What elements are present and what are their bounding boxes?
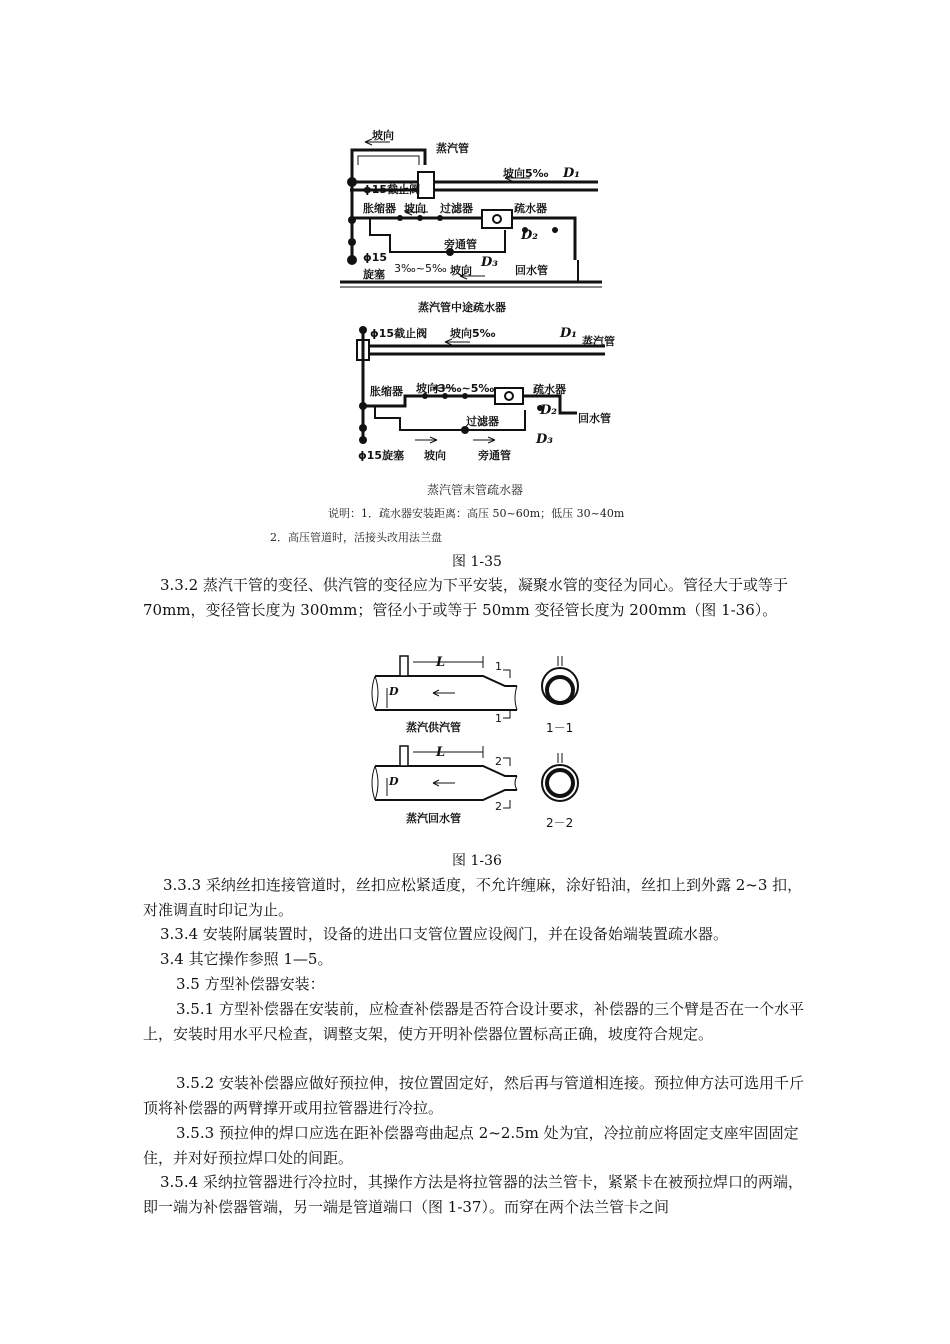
paragraph-3-5-2: 3.5.2 安装补偿器应做好预拉伸，按位置固定好，然后再与管道相连接。预拉伸方法可选用千斤顶将补偿器的两臂撑开或用拉管器进行冷拉。	[143, 1074, 804, 1117]
steam-mid-trap-diagram	[330, 120, 620, 315]
fig36-sec2-top: 2	[495, 755, 502, 768]
fig35-top-bypass: 旁通管	[444, 238, 477, 251]
fig35-bot-d3: D₃	[536, 432, 553, 447]
fig35-top-slope-dir3: 坡向	[450, 264, 472, 277]
paragraph-3-4: 3.4 其它操作参照 1—5。	[160, 950, 333, 968]
fig35-top-slope-dir: 坡向	[372, 129, 394, 142]
fig35-caption-title: 蒸汽管末管疏水器	[427, 483, 524, 497]
fig35-top-expander: 胀缩器	[363, 202, 396, 215]
fig36-return-label: 蒸汽回水管	[406, 812, 461, 825]
fig35-bot-slope-range: 坡向3‰~5‰	[416, 382, 495, 395]
fig35-top-slope-dir2: 坡向	[404, 202, 426, 215]
fig35-bot-filter: 过滤器	[466, 415, 499, 428]
fig35-top-steam-pipe: 蒸汽管	[436, 142, 469, 155]
fig35-top-slope-range: 3‰~5‰	[394, 262, 447, 275]
fig36-supply-label: 蒸汽供汽管	[406, 721, 461, 734]
fig35-top-valve: ϕ15截止阀	[363, 183, 421, 196]
paragraph-3-3-2: 3.3.2 蒸汽干管的变径、供汽管的变径应为下平安装，凝聚水管的变径为同心。管径大于或等于 70mm，变径管长度为 300mm；管径小于或等于 50mm 变径管长度为 200mm（图 1-36）。	[143, 576, 788, 619]
fig35-bot-valve: ϕ15截止阀	[370, 327, 428, 340]
fig35-note-2: 2．高压管道时，活接头改用法兰盘	[270, 531, 442, 544]
fig35-bot-trap: 疏水器	[533, 383, 566, 396]
fig36-sec1-bot: 1	[495, 712, 502, 725]
fig35-bot-expander: 胀缩器	[370, 385, 403, 398]
fig36-sec2-bot: 2	[495, 800, 502, 813]
fig35-top-plug: 旋塞	[363, 268, 385, 281]
fig36-D-bottom: D	[389, 775, 399, 788]
fig35-top-trap: 疏水器	[514, 202, 547, 215]
fig36-section-1-1: 1－1	[546, 721, 574, 735]
fig35-number: 图 1-35	[452, 554, 502, 570]
fig35-top-d1: D₁	[563, 166, 580, 181]
fig36-section-2-2: 2－2	[546, 816, 574, 830]
fig35-bot-steam-pipe: 蒸汽管	[582, 335, 615, 348]
fig35-top-phi15: ϕ15	[363, 251, 388, 264]
fig35-bot-d1: D₁	[560, 326, 577, 341]
fig35-note-1: 说明：1．疏水器安装距离：高压 50~60m；低压 30~40m	[328, 507, 625, 520]
fig36-L-top: L	[436, 655, 446, 670]
fig35-top-d3: D₃	[481, 255, 498, 270]
fig35-bot-return-pipe: 回水管	[578, 412, 611, 425]
fig35-bot-plug: ϕ15旋塞	[358, 449, 405, 462]
paragraph-3-5: 3.5 方型补偿器安装：	[176, 975, 325, 993]
fig35-bot-bypass: 旁通管	[478, 449, 511, 462]
fig36-D-top: D	[389, 685, 399, 698]
fig35-top-return-pipe: 回水管	[515, 264, 548, 277]
paragraph-3-3-3: 3.3.3 采纳丝扣连接管道时，丝扣应松紧适度，不允许缠麻，涂好铅油，丝扣上到外露 2~3 扣，对准调直时印记为止。	[143, 876, 803, 919]
paragraph-3-5-3: 3.5.3 预拉伸的焊口应选在距补偿器弯曲起点 2~2.5m 处为宜，冷拉前应将固定支座牢固固定住，并对好预拉焊口处的间距。	[143, 1124, 799, 1167]
fig35-bot-d2: D₂	[540, 403, 557, 418]
fig35-top-slope-5: 坡向5‰	[503, 167, 549, 180]
fig36-sec1-top: 1	[495, 660, 502, 673]
fig35-top-filter: 过滤器	[440, 202, 473, 215]
fig35-top-d2: D₂	[521, 228, 538, 243]
fig35-bot-slope-5: 坡向5‰	[450, 327, 496, 340]
fig35-bot-slope-dir: 坡向	[424, 449, 446, 462]
reducer-pipe-diagram	[365, 648, 595, 838]
fig36-number: 图 1-36	[452, 853, 502, 869]
paragraph-3-5-4: 3.5.4 采纳拉管器进行冷拉时，其操作方法是将拉管器的法兰管卡，紧紧卡在被预拉焊口的两端，即一端为补偿器管端，另一端是管道端口（图 1-37）。而穿在两个法兰管卡之间	[143, 1173, 803, 1216]
paragraph-3-5-1: 3.5.1 方型补偿器在安装前，应检查补偿器是否符合设计要求，补偿器的三个臂是否在一个水平上，安装时用水平尺检查，调整支架，使方开明补偿器位置标高正确，坡度符合规定。	[143, 1000, 804, 1043]
paragraph-3-3-4: 3.3.4 安装附属装置时，设备的进出口支管位置应设阀门，并在设备始端装置疏水器。	[160, 925, 728, 943]
fig36-L-bottom: L	[436, 745, 446, 760]
fig35-top-title: 蒸汽管中途疏水器	[418, 301, 506, 314]
